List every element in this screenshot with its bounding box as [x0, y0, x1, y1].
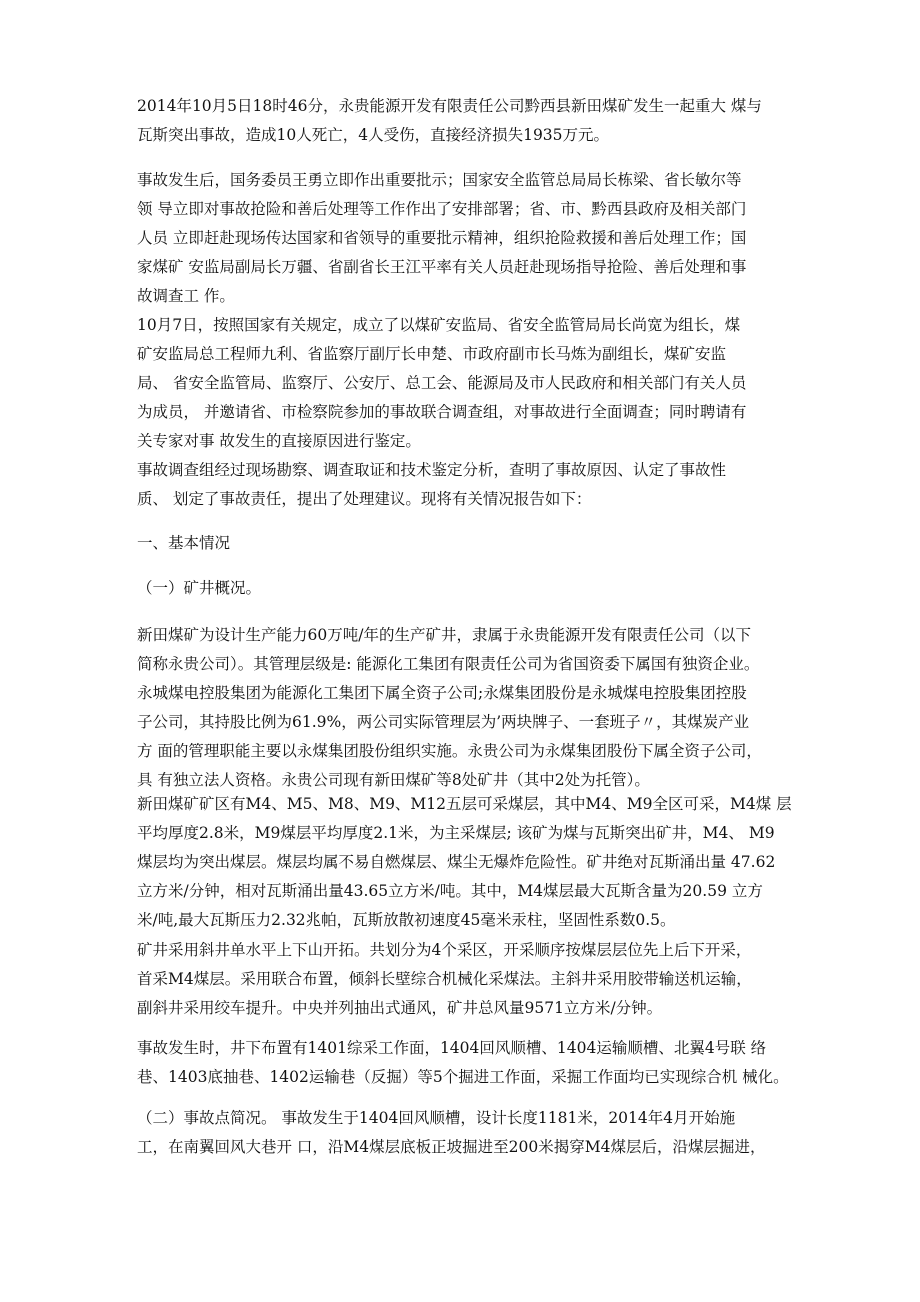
paragraph-response — [137, 166, 805, 311]
paragraph-investigation-group — [137, 311, 805, 456]
text-line: 煤层均为突出煤层。煤层均属不易自燃煤层、煤尘无爆炸危险性。矿井绝对瓦斯涌出量 47.62 — [137, 853, 776, 871]
text-line: 事故调查组经过现场勘察、调查取证和技术鉴定分析，查明了事故原因、认定了事故性 — [137, 461, 727, 479]
text-line: 新田煤矿矿区有M4、M5、M8、M9、M12五层可采煤层，其中M4、M9全区可采，M4煤 层 — [137, 795, 792, 813]
text-line: 故调查工 作。 — [137, 287, 235, 305]
text-line: 人员 立即赶赴现场传达国家和省领导的重要批示精神，组织抢险救援和善后处理工作；国 — [137, 229, 747, 247]
text-line: 10月7日，按照国家有关规定，成立了以煤矿安监局、省安全监管局局长尚宽为组长，煤 — [137, 316, 741, 334]
text-line: 副斜井采用绞车提升。中央并列抽出式通风，矿井总风量9571立方米/分钟。 — [137, 999, 663, 1017]
text-line: 2014年10月5日18时46分，永贵能源开发有限责任公司黔西县新田煤矿发生一起重大 煤与 — [137, 97, 762, 115]
paragraph-intro — [137, 92, 805, 150]
heading-text: （一）矿井概况。 — [137, 579, 262, 597]
text-line: （二）事故点简况。 事故发生于1404回风顺槽，设计长度1181米，2014年4月开始施 — [137, 1109, 736, 1127]
text-line: 永城煤电控股集团为能源化工集团下属全资子公司;永煤集团股份是永城煤电控股集团控股 — [137, 684, 747, 702]
text-line: 事故发生后，国务委员王勇立即作出重要批示；国家安全监管总局局长栋梁、省长敏尔等 — [137, 171, 742, 189]
text-line: 瓦斯突出事故，造成10人死亡，4人受伤，直接经济损失1935万元。 — [137, 126, 610, 144]
text-line: 矿井采用斜井单水平上下山开拓。共划分为4个采区，开采顺序按煤层层位先上后下开采， — [137, 941, 752, 959]
text-line: 质、 划定了事故责任，提出了处理建议。现将有关情况报告如下： — [137, 490, 592, 508]
text-line: 为成员， 并邀请省、市检察院参加的事故联合调查组，对事故进行全面调查；同时聘请有 — [137, 403, 747, 421]
text-line: 关专家对事 故发生的直接原因进行鉴定。 — [137, 432, 421, 450]
text-line: 事故发生时，井下布置有1401综采工作面，1404回风顺槽、1404运输顺槽、北翼4号联 络 — [137, 1039, 767, 1057]
text-line: 矿安监局总工程师九利、省监察厅副厅长申楚、市政府副市长马炼为副组长，煤矿安监 — [137, 345, 727, 363]
subsection-heading-mine-overview — [137, 574, 805, 603]
text-line: 家煤矿 安监局副局长万疆、省副省长王江平率有关人员赶赴现场指导抢险、善后处理和事 — [137, 258, 747, 276]
text-line: 米/吨,最大瓦斯压力2.32兆帕，瓦斯放散初速度45毫米汞柱，坚固性系数0.5。 — [137, 911, 676, 929]
text-line: 立方米/分钟，相对瓦斯涌出量43.65立方米/吨。其中，M4煤层最大瓦斯含量为20.59 立方 — [137, 882, 763, 900]
paragraph-accident-site — [137, 1104, 805, 1162]
text-line: 具 有独立法人资格。永贵公司现有新田煤矿等8处矿井（其中2处为托管）。 — [137, 771, 650, 789]
text-line: 领 导立即对事故抢险和善后处理等工作作出了安排部署；省、市、黔西县政府及相关部门 — [137, 200, 747, 218]
text-line: 平均厚度2.8米，M9煤层平均厚度2.1米，为主采煤层; 该矿为煤与瓦斯突出矿井，M4、 M9 — [137, 824, 775, 842]
section-heading-basic-info — [137, 529, 805, 558]
text-line: 巷、1403底抽巷、1402运输巷（反掘）等5个掘进工作面，采掘工作面均已实现综合机 械化。 — [137, 1068, 789, 1086]
text-line: 简称永贵公司）。其管理层级是: 能源化工集团有限责任公司为省国资委下属国有独资企业。 — [137, 655, 760, 673]
paragraph-mine-overview — [137, 621, 805, 795]
text-line: 工，在南翼回风大巷开 口，沿M4煤层底板正坡掘进至200米揭穿M4煤层后，沿煤层掘进， — [137, 1138, 766, 1156]
text-line: 子公司，其持股比例为61.9%，两公司实际管理层为’两块牌子、一套班子〃，其煤炭产业 — [137, 713, 750, 731]
heading-text: 一、基本情况 — [137, 534, 231, 552]
paragraph-working-faces — [137, 1034, 805, 1092]
text-line: 新田煤矿为设计生产能力60万吨/年的生产矿井，隶属于永贵能源开发有限责任公司（以下 — [137, 626, 751, 644]
paragraph-findings — [137, 456, 805, 514]
text-line: 方 面的管理职能主要以永煤集团股份组织实施。永贵公司为永煤集团股份下属全资子公司， — [137, 742, 762, 760]
paragraph-development — [137, 936, 805, 1023]
text-line: 首采M4煤层。采用联合布置，倾斜长壁综合机械化采煤法。主斜井采用胶带输送机运输， — [137, 970, 752, 988]
paragraph-coal-seams — [137, 790, 805, 935]
text-line: 局、 省安全监管局、监察厅、公安厅、总工会、能源局及市人民政府和相关部门有关人员 — [137, 374, 747, 392]
